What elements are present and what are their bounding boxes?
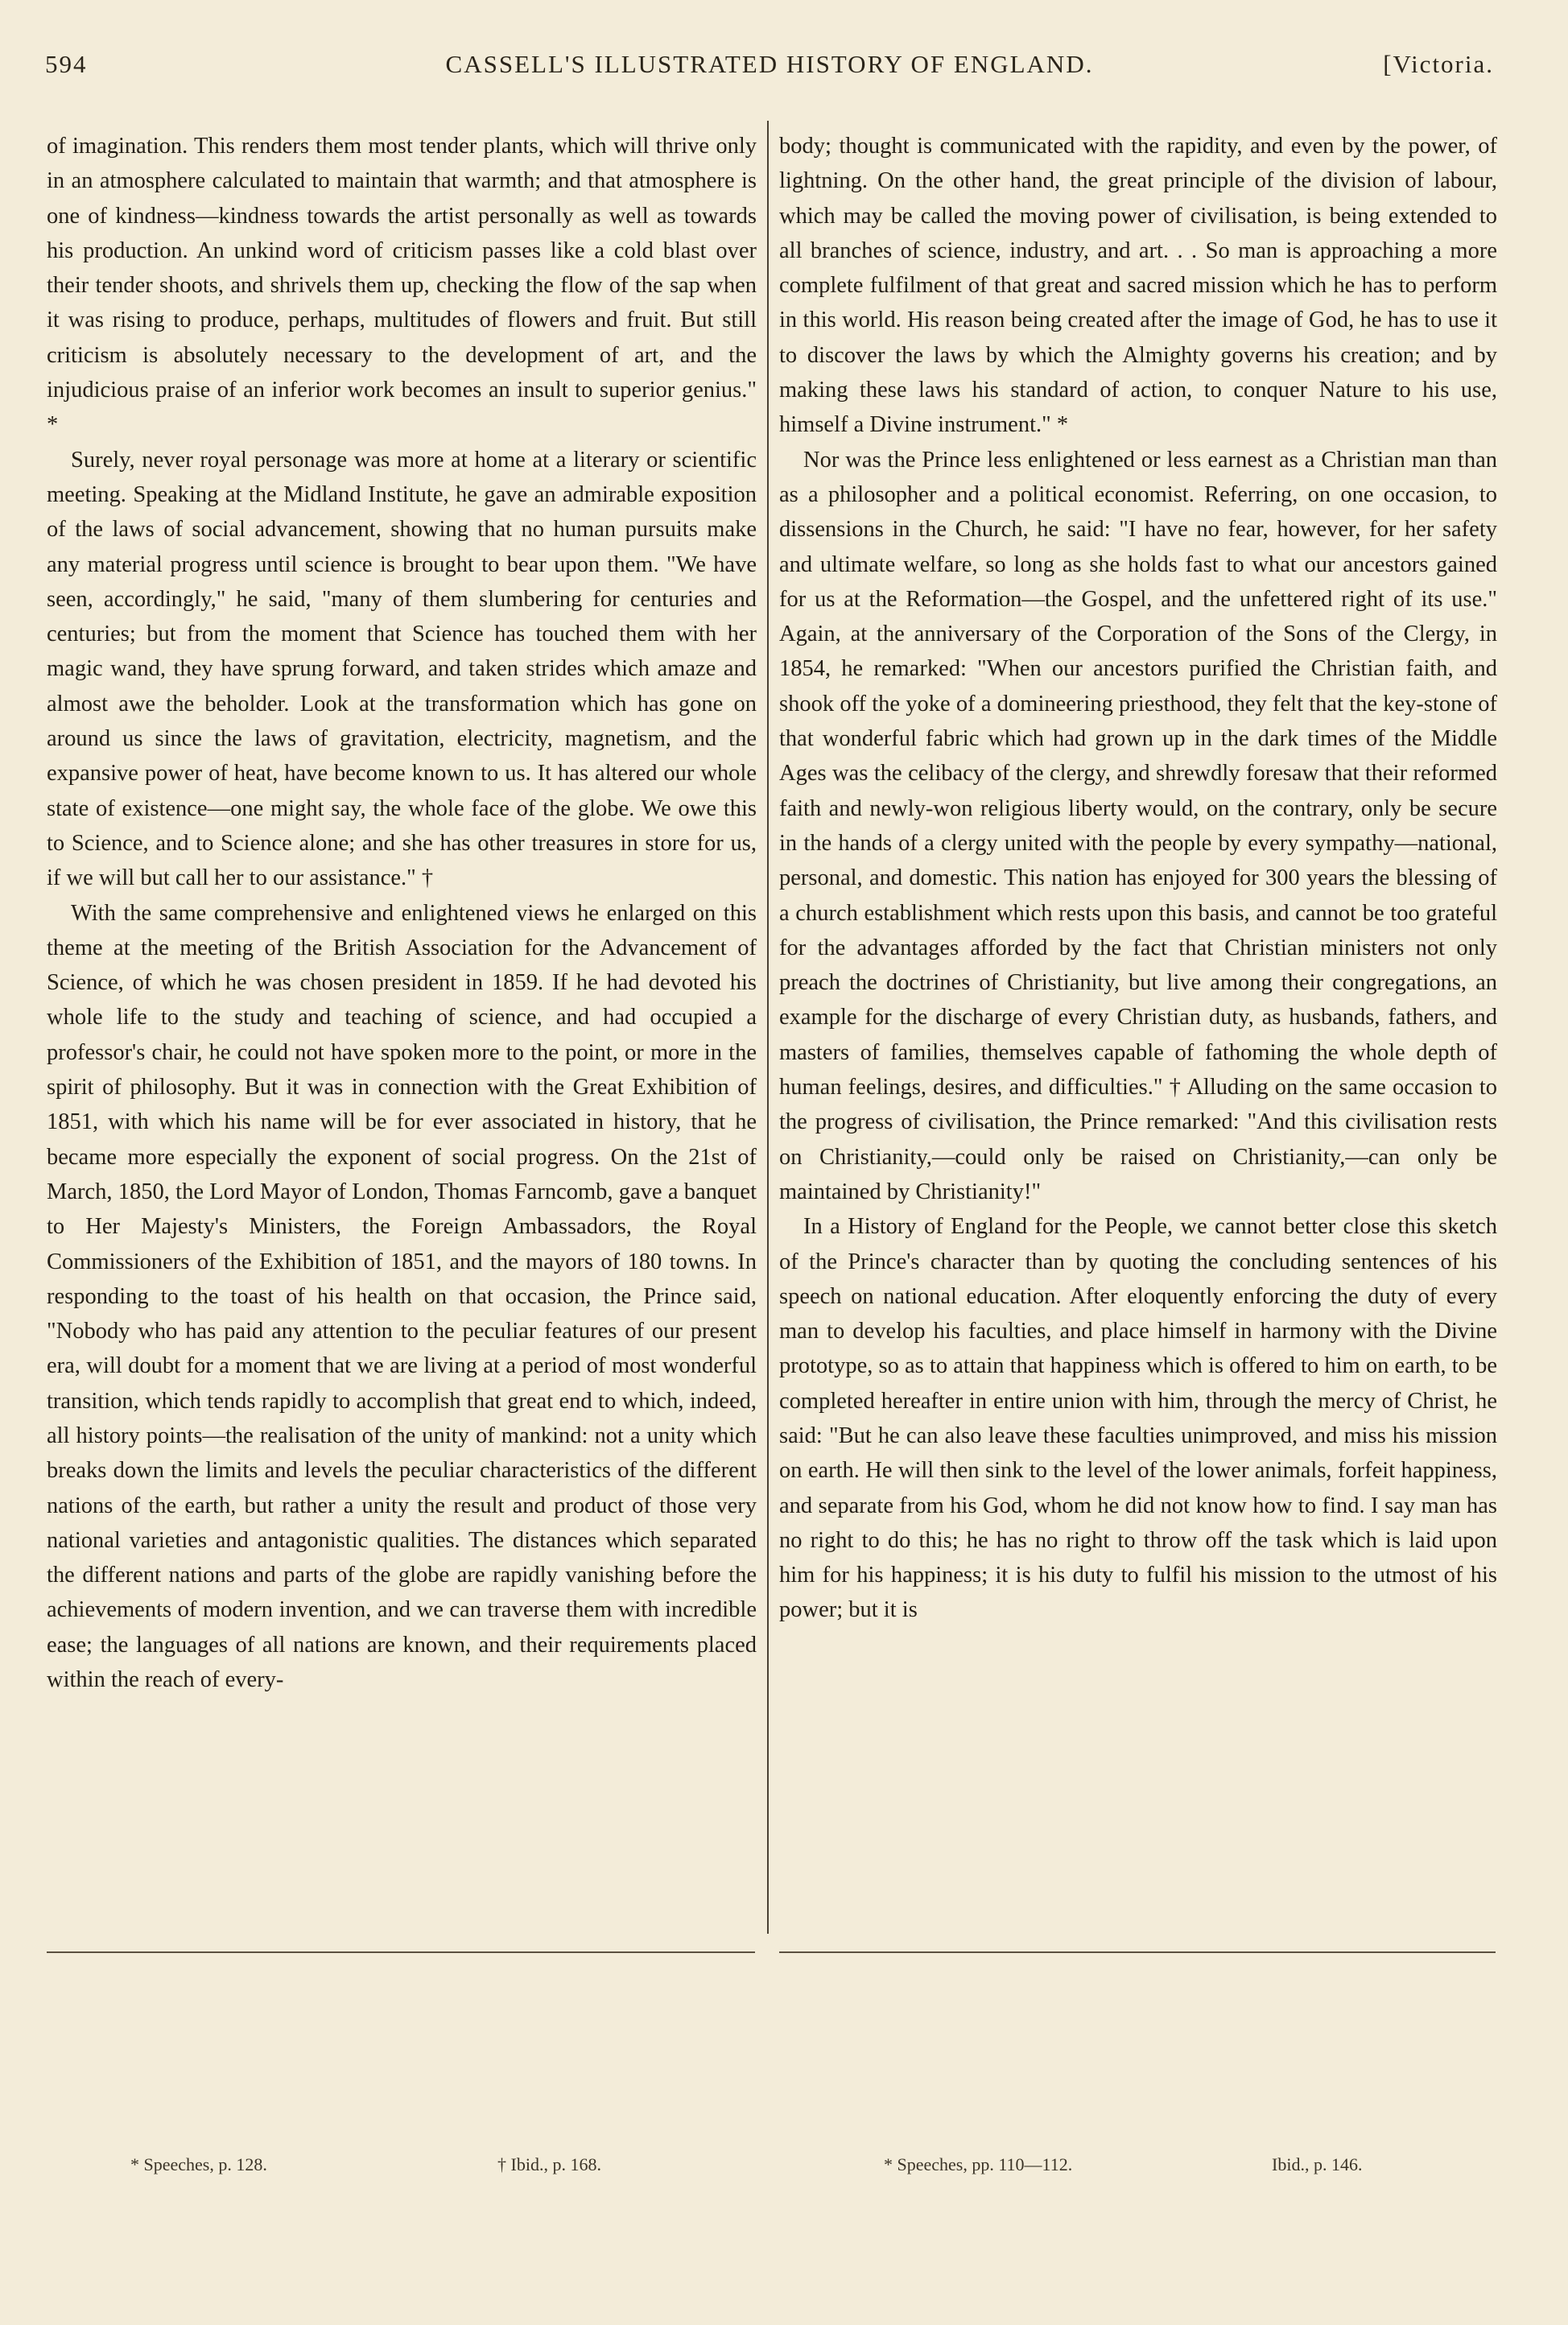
paragraph: Nor was the Prince less enlightened or less earnest as a Christian man than as a philosopher and a political economist. Referring, on one occasion, to dissensions in the Church, he said: "I have no fear, however, for her safety and ultimate welfare, so long as she holds fast to what our ancestors gained for us at the Reformation—the Gospel, and the unfettered right of its use." Again, at the anniversary of the Corporation of the Sons of the Clergy, in 1854, he remarked: "When our ancestors purified the Christian faith, and shook off the yoke of a domineering priesthood, they felt that the key-stone of that wonderful fabric which had grown up in the dark times of the Middle Ages was the celibacy of the clergy, and shrewdly foresaw that their reformed faith and newly-won religious liberty would, on the contrary, only be secure in the hands of a clergy united with the people by every sympathy—national, personal, and domestic. This nation has enjoyed for 300 years the blessing of a church establishment which rests upon this basis, and cannot be too grateful for the advantages afforded by the fact that Christian ministers not only preach the doctrines of Christianity, but live among their congregations, an example for the discharge of every Christian duty, as husbands, fathers, and masters of families, themselves capable of fathoming the whole depth of human feelings, desires, and difficulties." † Alluding on the same occasion to the progress of civilisation, the Prince remarked: "And this civilisation rests on Christianity,—could only be raised on Christianity,—can only be maintained by Christianity!" [779, 447, 1497, 1204]
paragraph: of imagination. This renders them most tender plants, which will thrive only in an atmosphere calculated to maintain that warmth; and that atmosphere is one of kindness—kindness towards the artist personally as well as towards his production. An unkind word of criticism passes like a cold blast over their tender shoots, and shrivels them up, checking the flow of the sap when it was rising to produce, perhaps, multitudes of flowers and fruit. But still criticism is absolutely necessary to the development of art, and the injudicious praise of an inferior work becomes an insult to superior genius." * [47, 134, 757, 438]
footnote: † Ibid., p. 168. [497, 2154, 601, 2174]
paragraph: With the same comprehensive and enlightened views he enlarged on this theme at the meeting of the British Association for the Advancement of Science, of which he was chosen president in 1859. If he had devoted his whole life to the study and teaching of science, and had occupied a professor's chair, he could not have spoken more to the point, or more in the spirit of philosophy. But it was in connection with the Great Exhibition of 1851, with which his name will be for ever associated in history, that he became more especially the exponent of social progress. On the 21st of March, 1850, the Lord Mayor of London, Thomas Farncomb, gave a banquet to Her Majesty's Ministers, the Foreign Ambassadors, the Royal Commissioners of the Exhibition of 1851, and the mayors of 180 towns. In responding to the toast of his health on that occasion, the Prince said, "Nobody who has paid any attention to the peculiar features of our present era, will doubt for a moment that we are living at a period of most wonderful transition, which tends rapidly to accomplish that great end to which, indeed, all history points—the realisation of the unity of mankind: not a unity which breaks down the limits and levels the peculiar characteristics of the different nations of the earth, but rather a unity the result and product of those very national varieties and antagonistic qualities. The distances which separated the different nations and parts of the globe are rapidly vanishing before the achievements of modern invention, and we can traverse them with incredible ease; the languages of all nations are known, and their requirements placed within the reach of every- [47, 900, 757, 1693]
footnote-rule [779, 1951, 1496, 1953]
right-column [779, 129, 1497, 1900]
page-header [45, 50, 1494, 89]
column-divider [767, 121, 769, 1934]
section-label: [Victoria. [1383, 50, 1494, 78]
paragraph: Surely, never royal personage was more at home at a literary or scientific meeting. Speaking at the Midland Institute, he gave an admirable exposition of the laws of social advancement, showing that no human pursuits make any material progress until science is brought to bear upon them. "We have seen, accordingly," he said, "many of them slumbering for centuries and centuries; but from the moment that Science has touched them with her magic wand, they have sprung forward, and taken strides which amaze and almost awe the beholder. Look at the transformation which has gone on around us since the laws of gravitation, electricity, magnetism, and the expansive power of heat, have become known to us. It has altered our whole state of existence—one might say, the whole face of the globe. We owe this to Science, and to Science alone; and she has other treasures in store for us, if we will but call her to our assistance." † [47, 447, 757, 891]
paragraph: body; thought is communicated with the rapidity, and even by the power, of lightning. On the other hand, the great principle of the division of labour, which may be called the moving power of civilisation, is being extended to all branches of science, industry, and art. . . So man is approaching a more complete fulfilment of that great and sacred mission which he has to perform in this world. His reason being created after the image of God, he has to use it to discover the laws by which the Almighty governs his creation; and by making these laws his standard of action, to conquer Nature to his use, himself a Divine instrument." * [779, 134, 1497, 438]
page-number: 594 [45, 50, 88, 78]
footnote-rule [47, 1951, 755, 1953]
footnote: * Speeches, p. 128. [130, 2154, 267, 2174]
paragraph: In a History of England for the People, we cannot better close this sketch of the Prince's character than by quoting the concluding sentences of his speech on national education. After eloquently enforcing the duty of every man to develop his faculties, and place himself in harmony with the Divine prototype, so as to attain that happiness which is offered to him on earth, to be completed hereafter in entire union with him, through the mercy of Christ, he said: "But he can also leave these faculties unimproved, and miss his mission on earth. He will then sink to the level of the lower animals, forfeit happiness, and separate from his God, whom he did not know how to find. I say man has no right to do this; he has no right to throw off the task which is laid upon him for his happiness; it is his duty to fulfil his mission to the utmost of his power; but it is [779, 1214, 1497, 1623]
running-title: CASSELL'S ILLUSTRATED HISTORY OF ENGLAND. [445, 50, 1094, 78]
left-column [47, 129, 757, 1900]
footnote: * Speeches, pp. 110—112. [884, 2154, 1073, 2174]
footnote: Ibid., p. 146. [1272, 2154, 1363, 2174]
